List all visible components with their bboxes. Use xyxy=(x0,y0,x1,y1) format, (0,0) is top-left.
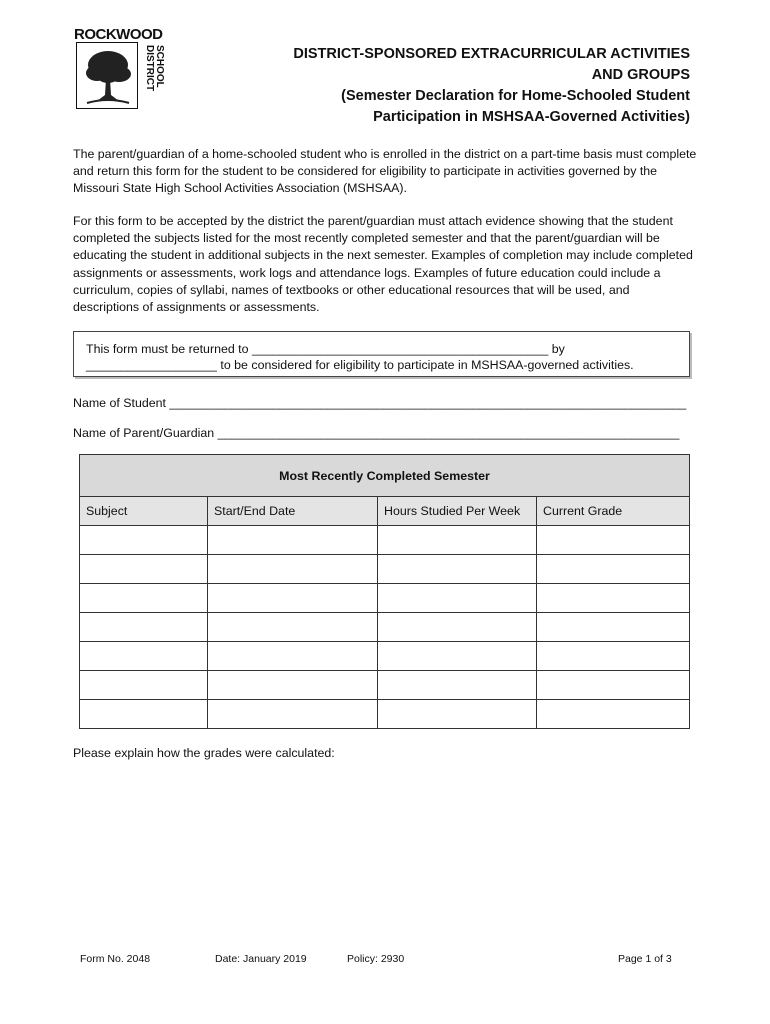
district-logo xyxy=(74,27,164,109)
table-cell[interactable] xyxy=(378,642,537,671)
table-row xyxy=(80,700,690,729)
table-row xyxy=(80,584,690,613)
table-cell[interactable] xyxy=(378,613,537,642)
table-cell[interactable] xyxy=(80,584,208,613)
return-line-1[interactable]: This form must be returned to ___________________________________________ by xyxy=(86,342,565,356)
footer-form-number: Form No. 2048 xyxy=(80,953,151,965)
table-cell[interactable] xyxy=(208,671,378,700)
table-cell[interactable] xyxy=(537,584,690,613)
table-cell[interactable] xyxy=(378,671,537,700)
table-row xyxy=(80,613,690,642)
table-cell[interactable] xyxy=(208,555,378,584)
table-cell[interactable] xyxy=(80,555,208,584)
footer-date: Date: January 2019 xyxy=(215,953,307,965)
return-instructions-box xyxy=(73,331,690,377)
table-cell[interactable] xyxy=(80,613,208,642)
evidence-paragraph: For this form to be accepted by the district the parent/guardian must attach evidence showing that the student completed the subjects listed for the most recently completed semester and that the parent/guardian will be educating the student in additional subjects in the next semester. Examples of completion may include completed assignments or assessments, work logs and attendance logs. Examples of future education could include a curriculum, copies of syllabi, names of textbooks or other educational resources that will be used, and descriptions of assignments or assessments. xyxy=(73,214,693,315)
footer-policy: Policy: 2930 xyxy=(347,953,405,965)
intro-paragraph: The parent/guardian of a home-schooled student who is enrolled in the district on a part-time basis must complete and return this form for the student to be considered for eligibility to participate in activities governed by the Missouri State High School Activities Association (MSHSAA). xyxy=(73,147,697,196)
grades-explanation-label: Please explain how the grades were calculated: xyxy=(73,746,335,760)
footer-page-number: Page 1 of 3 xyxy=(618,953,672,965)
table-cell[interactable] xyxy=(208,700,378,729)
title-line-1: DISTRICT-SPONSORED EXTRACURRICULAR ACTIVITIES xyxy=(293,46,690,62)
table-cell[interactable] xyxy=(80,642,208,671)
logo-name: ROCKWOOD xyxy=(74,26,163,43)
table-cell[interactable] xyxy=(208,584,378,613)
table-row xyxy=(80,671,690,700)
title-line-2: AND GROUPS xyxy=(591,67,690,83)
table-row xyxy=(80,555,690,584)
table-cell[interactable] xyxy=(80,526,208,555)
logo-side-district: DISTRICT xyxy=(144,45,155,92)
table-cell[interactable] xyxy=(537,642,690,671)
table-cell[interactable] xyxy=(208,526,378,555)
table-cell[interactable] xyxy=(378,555,537,584)
table-cell[interactable] xyxy=(208,613,378,642)
logo-side-text xyxy=(144,45,168,109)
logo-tree-frame xyxy=(76,42,138,109)
table-cell[interactable] xyxy=(537,613,690,642)
header-start-end-date: Start/End Date xyxy=(208,497,378,526)
header-subject: Subject xyxy=(80,497,208,526)
return-line-2[interactable]: ___________________ to be considered for eligibility to participate in MSHSAA-governed activities. xyxy=(86,358,634,372)
header-current-grade: Current Grade xyxy=(537,497,690,526)
logo-side-school: SCHOOL xyxy=(154,45,165,88)
table-header-row xyxy=(80,497,690,526)
student-name-field[interactable]: Name of Student ___________________________________________________________________________ xyxy=(73,396,687,410)
semester-grades-table xyxy=(79,454,690,729)
title-line-3: (Semester Declaration for Home-Schooled Student xyxy=(341,88,690,104)
table-cell[interactable] xyxy=(80,700,208,729)
title-line-4: Participation in MSHSAA-Governed Activities) xyxy=(373,109,690,125)
table-cell[interactable] xyxy=(537,700,690,729)
table-caption: Most Recently Completed Semester xyxy=(80,455,690,497)
table-cell[interactable] xyxy=(378,700,537,729)
table-cell[interactable] xyxy=(378,526,537,555)
table-cell[interactable] xyxy=(208,642,378,671)
table-cell[interactable] xyxy=(537,555,690,584)
table-cell[interactable] xyxy=(80,671,208,700)
tree-icon xyxy=(83,47,133,105)
table-row xyxy=(80,526,690,555)
table-row xyxy=(80,642,690,671)
parent-name-field[interactable]: Name of Parent/Guardian ___________________________________________________________________ xyxy=(73,426,680,440)
table-cell[interactable] xyxy=(378,584,537,613)
table-cell[interactable] xyxy=(537,526,690,555)
header-hours-per-week: Hours Studied Per Week xyxy=(378,497,537,526)
table-cell[interactable] xyxy=(537,671,690,700)
form-title xyxy=(250,44,690,128)
